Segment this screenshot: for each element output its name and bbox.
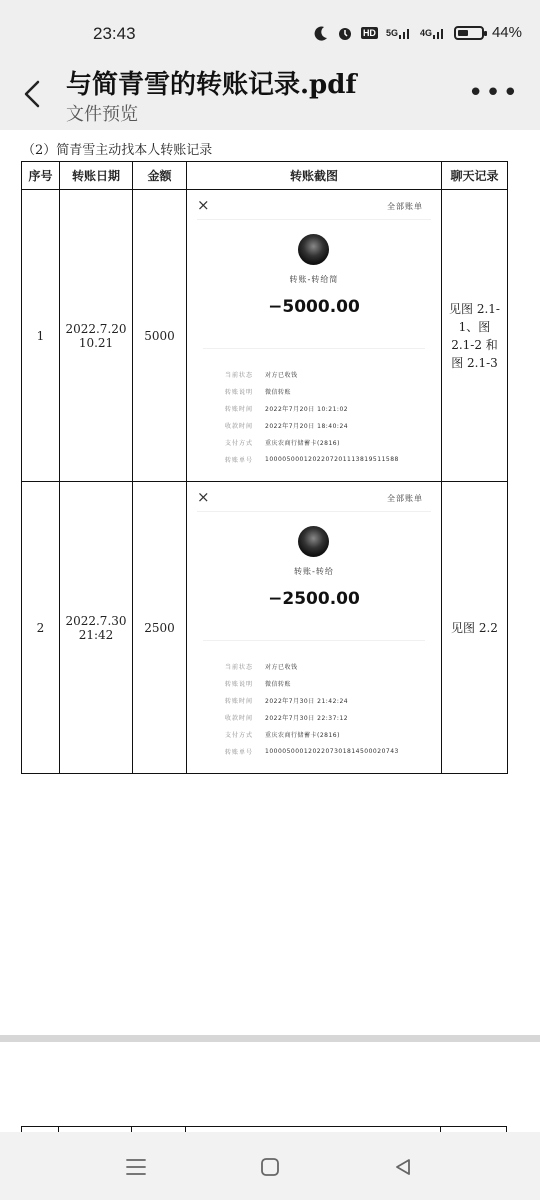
detail-value: 微信转账 [265,389,292,396]
status-icons [313,24,522,41]
page-subtitle: 文件预览 [66,104,138,125]
close-icon: × [197,488,210,506]
page-separator [0,1035,540,1042]
row-chat-ref [442,190,508,482]
row-date [60,190,133,482]
detail-key: 转账时间 [224,406,253,413]
battery-percent: 44% [491,24,522,41]
signal-4g-label: 4G [419,27,432,38]
close-icon: × [197,196,210,214]
detail-key: 支付方式 [224,440,253,447]
battery-icon [454,26,484,40]
detail-key: 转账单号 [224,749,253,756]
transfer-amount: −5000.00 [268,297,360,317]
transfer-screenshot [187,482,441,773]
all-bills-label: 全部账单 [387,202,423,211]
transfer-screenshot [187,190,441,481]
row-index: 2 [22,482,60,774]
detail-key: 收款时间 [224,423,253,430]
divider [197,219,431,220]
row-chat-ref [442,482,508,774]
divider [203,348,425,349]
detail-key: 转账说明 [224,389,253,396]
nav-back-button[interactable] [388,1152,418,1182]
more-options-button[interactable] [468,78,520,108]
detail-row [213,675,399,692]
detail-key: 支付方式 [224,732,253,739]
row-index: 1 [22,190,60,482]
detail-row [213,383,399,400]
row-screenshot [187,190,442,482]
document-page[interactable] [0,130,540,1035]
date-line: 2022.7.20 [65,321,127,336]
detail-row [213,709,399,726]
column-header: 转账截图 [187,162,442,190]
transfer-to-text: 转账-转给 [294,567,334,576]
detail-row [213,417,399,434]
back-button[interactable] [18,74,48,114]
moon-icon [313,25,329,41]
all-bills-label: 全部账单 [387,494,423,503]
detail-row [213,451,399,468]
more-icon: ••• [467,78,520,108]
avatar [298,234,329,265]
transfer-details [213,658,399,760]
detail-value: 2022年7月30日 22:37:12 [265,715,349,722]
nav-home-button[interactable] [255,1152,285,1182]
column-header: 金额 [133,162,187,190]
detail-value: 1000050001202207301814500020743 [265,748,399,755]
column-header: 聊天记录 [442,162,508,190]
detail-key: 当前状态 [224,664,253,671]
transfer-details [213,366,399,468]
detail-key: 转账单号 [224,457,253,464]
home-square-icon [260,1157,280,1177]
column-header: 转账日期 [60,162,133,190]
column-header: 序号 [22,162,60,190]
signal-4g-icon [420,26,446,40]
chevron-left-icon [18,74,48,114]
time-line: 10.21 [78,335,114,350]
clock: 23:43 [93,24,136,43]
time-line: 21:42 [78,627,114,642]
table-row [22,190,508,482]
next-document-page[interactable] [0,1042,540,1132]
row-amount: 5000 [133,190,187,482]
chat-ref-text: 见图 2.1-1、图 2.1-2 和图 2.1-3 [449,301,500,370]
avatar [298,526,329,557]
detail-value: 重庆农商行储蓄卡(2816) [265,440,340,447]
nav-menu-button[interactable] [121,1152,151,1182]
divider [203,640,425,641]
hd-label: HD [362,27,376,38]
status-bar [0,0,540,64]
table-row [22,482,508,774]
transfer-to-text: 转账-转给简 [289,275,339,284]
hd-icon [361,27,378,39]
detail-key: 转账说明 [224,681,253,688]
detail-value: 微信转账 [265,681,292,688]
detail-value: 2022年7月20日 18:40:24 [265,423,349,430]
app-header [0,64,540,130]
detail-value: 重庆农商行储蓄卡(2816) [265,732,340,739]
detail-key: 收款时间 [224,715,253,722]
row-date [60,482,133,774]
transfer-amount: −2500.00 [268,589,360,609]
transfer-table [21,161,508,774]
row-amount: 2500 [133,482,187,774]
section-caption: （2）简青雪主动找本人转账记录 [22,143,213,158]
detail-value: 2022年7月20日 10:21:02 [265,406,349,413]
chat-ref-text: 见图 2.2 [451,620,498,635]
signal-5g-label: 5G [385,27,398,38]
triangle-back-icon [393,1157,413,1177]
detail-row [213,434,399,451]
menu-icon [125,1157,147,1177]
detail-row [213,726,399,743]
detail-row [213,658,399,675]
row-screenshot [187,482,442,774]
detail-row [213,366,399,383]
system-nav-bar [0,1132,540,1200]
detail-value: 对方已收钱 [265,664,298,671]
detail-row [213,743,399,760]
table-header-row [22,162,508,190]
detail-key: 转账时间 [224,698,253,705]
signal-5g-icon [386,26,412,40]
divider [197,511,431,512]
detail-key: 当前状态 [224,372,253,379]
page-title: 与简青雪的转账记录.pdf [66,70,357,100]
alarm-icon [337,25,353,41]
detail-row [213,692,399,709]
detail-row [213,400,399,417]
date-line: 2022.7.30 [65,613,127,628]
detail-value: 1000050001202207201113819511588 [265,456,399,463]
detail-value: 对方已收钱 [265,372,298,379]
detail-value: 2022年7月30日 21:42:24 [265,698,349,705]
